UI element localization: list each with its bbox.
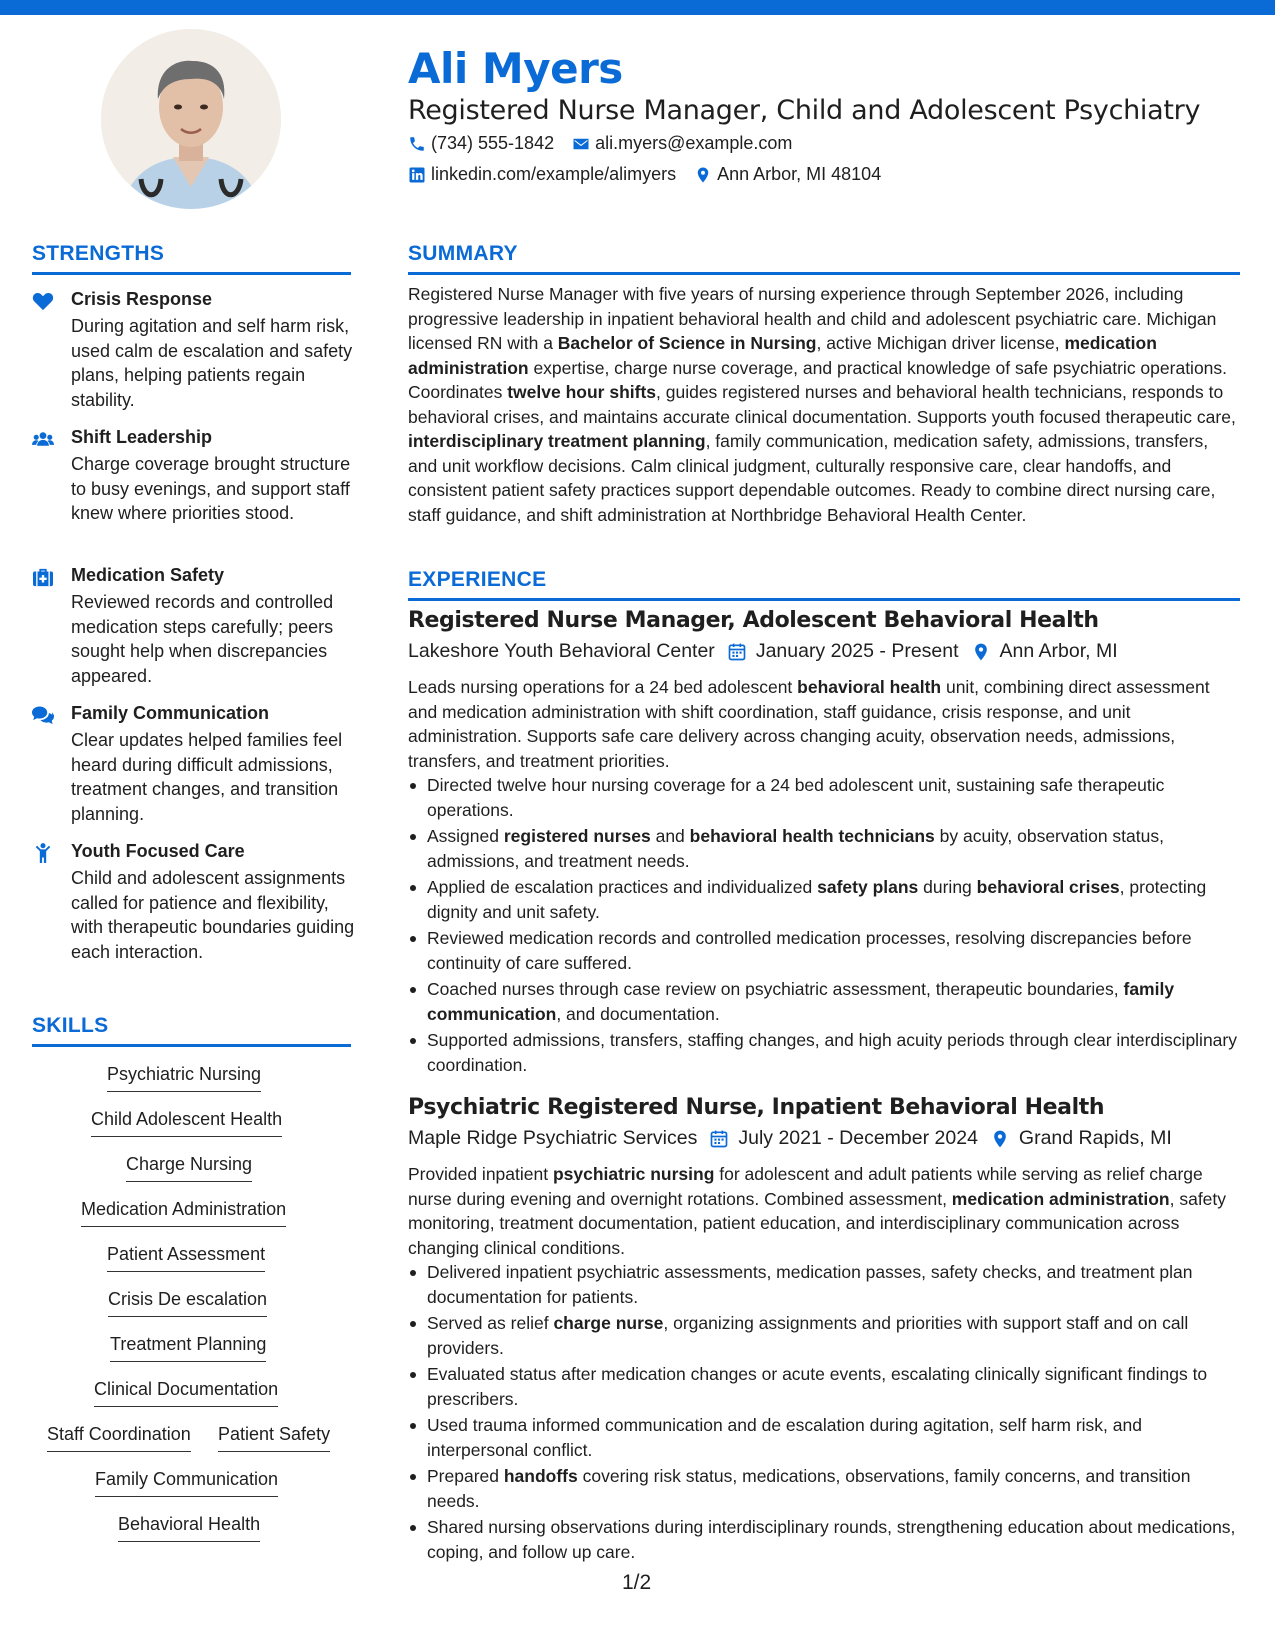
email-contact[interactable]	[572, 133, 792, 154]
text-run: Directed twelve hour nursing coverage for a 24 bed adolescent unit, sustaining safe therapeutic operations.	[427, 775, 1165, 820]
map-pin-icon	[990, 1129, 1010, 1149]
location-text: Ann Arbor, MI 48104	[717, 164, 882, 184]
strengths-rule	[32, 272, 351, 275]
page-indicator: 1/2	[622, 1571, 652, 1594]
linkedin-icon	[408, 166, 426, 184]
text-run: Applied de escalation practices and individualized	[427, 877, 818, 897]
skill-tag: Family Communication	[95, 1469, 278, 1497]
strength-description: Reviewed records and controlled medication steps carefully; peers sought help when discrepancies appeared.	[71, 592, 334, 686]
job-location: Ann Arbor, MI	[999, 640, 1118, 662]
skill-tag: Patient Assessment	[107, 1244, 265, 1272]
text-run: , active Michigan driver license,	[816, 333, 1065, 353]
bold-text: twelve hour shifts	[507, 382, 657, 402]
skills-heading: SKILLS	[32, 1014, 109, 1037]
bullet-item	[408, 1362, 1240, 1411]
text-run: Prepared	[427, 1466, 504, 1486]
experience-heading: EXPERIENCE	[408, 568, 547, 591]
linkedin-contact[interactable]	[408, 164, 676, 185]
strength-item	[32, 289, 362, 409]
text-run: for adolescent and adult patients while serving as relief charge nurse during evening and overnight rotations. Combined assessment,	[408, 1164, 1203, 1209]
chat-bubbles-icon	[32, 705, 54, 725]
skill-tag: Medication Administration	[81, 1199, 286, 1227]
job-dates: January 2025 - Present	[755, 640, 959, 662]
text-run: by acuity, observation status, admissions, and treatment needs.	[427, 826, 1164, 871]
job-meta	[408, 640, 1118, 663]
top-accent-bar	[0, 0, 1275, 15]
map-pin-icon	[971, 642, 991, 662]
bold-text: medication administration	[951, 1188, 1170, 1209]
text-run: Used trauma informed communication and de escalation during agitation, self harm risk, and interpersonal conflict.	[427, 1415, 1142, 1460]
strength-item	[32, 841, 362, 981]
strength-title: Youth Focused Care	[71, 841, 245, 861]
text-run: Leads nursing operations for a 24 bed adolescent	[408, 677, 798, 697]
phone-text: (734) 555-1842	[431, 133, 555, 153]
calendar-icon	[727, 642, 747, 662]
strengths-heading: STRENGTHS	[32, 242, 165, 265]
summary-paragraph	[408, 282, 1240, 527]
text-run: Served as relief	[427, 1313, 554, 1333]
strength-title: Shift Leadership	[71, 427, 213, 447]
bullet-item	[408, 926, 1240, 975]
summary-heading: SUMMARY	[408, 242, 518, 265]
heart-icon	[32, 291, 54, 311]
strength-item	[32, 703, 362, 823]
summary-rule	[408, 272, 1240, 275]
strength-title: Family Communication	[71, 703, 270, 723]
job-location: Grand Rapids, MI	[1018, 1127, 1172, 1149]
linkedin-text: linkedin.com/example/alimyers	[431, 164, 677, 184]
candidate-headline: Registered Nurse Manager, Child and Adolescent Psychiatry	[408, 95, 1201, 126]
bold-text: behavioral health	[797, 677, 942, 697]
text-run: Shared nursing observations during interdisciplinary rounds, strengthening education about medications, coping, and follow up care.	[427, 1517, 1236, 1562]
medkit-icon	[32, 567, 54, 587]
text-run: Coached nurses through case review on psychiatric assessment, therapeutic boundaries,	[427, 979, 1124, 999]
text-run: covering risk status, medications, observations, family concerns, and transition needs.	[427, 1466, 1191, 1511]
strength-description: Child and adolescent assignments called for patience and flexibility, with therapeutic boundaries guiding each interaction.	[71, 868, 355, 962]
bullet-item	[408, 1028, 1240, 1077]
text-run: , protecting dignity and unit safety.	[427, 877, 1207, 922]
bold-text: psychiatric nursing	[552, 1164, 715, 1184]
job-intro	[408, 675, 1240, 773]
candidate-name: Ali Myers	[408, 44, 623, 93]
job-title: Psychiatric Registered Nurse, Inpatient Behavioral Health	[408, 1095, 1105, 1120]
text-run: expertise, charge nurse coverage, and practical knowledge of safe psychiatric operations. Coordinates	[408, 357, 1228, 402]
text-run: , guides registered nurses and behavioral health technicians, responds to behavioral crises, and maintains accurate clinical documentation. Supports youth focused therapeutic care,	[408, 382, 1236, 427]
bullet-item	[408, 824, 1240, 873]
strength-description: During agitation and self harm risk, used calm de escalation and safety plans, helping patients regain stability.	[71, 316, 353, 410]
bold-text: medication administration	[408, 333, 1157, 378]
text-run: Provided inpatient	[408, 1164, 553, 1184]
text-run: Supported admissions, transfers, staffing changes, and high acuity periods through clear interdisciplinary coordination.	[427, 1030, 1237, 1075]
text-run: , organizing assignments and priorities with support staff and on call providers.	[427, 1313, 1189, 1358]
bullet-item	[408, 1515, 1240, 1564]
skill-tag: Treatment Planning	[110, 1334, 266, 1362]
bold-text: safety plans	[817, 877, 919, 897]
text-run: Evaluated status after medication changes or acute events, escalating clinically significant findings to prescribers.	[427, 1364, 1208, 1409]
skill-tag: Crisis De escalation	[108, 1289, 267, 1317]
strength-description: Clear updates helped families feel heard during difficult admissions, treatment changes, and transition planning.	[71, 730, 343, 824]
map-pin-icon	[694, 166, 712, 184]
phone-icon	[408, 135, 426, 153]
skill-tag: Patient Safety	[218, 1424, 330, 1452]
contact-row-2	[408, 164, 881, 185]
job-company: Maple Ridge Psychiatric Services	[408, 1127, 698, 1149]
bold-text: registered nurses	[503, 826, 651, 846]
strength-title: Medication Safety	[71, 565, 225, 585]
bold-text: charge nurse	[553, 1313, 664, 1333]
job-meta	[408, 1127, 1172, 1150]
strength-title: Crisis Response	[71, 289, 213, 309]
users-icon	[32, 429, 54, 449]
text-run: Reviewed medication records and controlled medication processes, resolving discrepancies before continuity of care suffered.	[427, 928, 1192, 973]
skill-tag: Behavioral Health	[118, 1514, 260, 1542]
bullet-item	[408, 977, 1240, 1026]
job-dates: July 2021 - December 2024	[738, 1127, 978, 1149]
job-bullets	[408, 1260, 1240, 1566]
phone-contact[interactable]	[408, 133, 554, 154]
calendar-icon	[709, 1129, 729, 1149]
job-company: Lakeshore Youth Behavioral Center	[408, 640, 715, 662]
skill-tag: Psychiatric Nursing	[107, 1064, 261, 1092]
skill-tag: Staff Coordination	[47, 1424, 191, 1452]
skill-tag: Child Adolescent Health	[91, 1109, 282, 1137]
text-run: , family communication, medication safety, admissions, transfers, and unit workflow decisions. Calm clinical judgment, culturally responsive care, clear handoffs, and consistent patient safety practices support dependable outcomes. Ready to combine direct nursing care, staff guidance, and shift administration at Northbridge Behavioral Health Center.	[408, 431, 1216, 525]
text-run: , and documentation.	[556, 1003, 720, 1024]
skill-tag: Charge Nursing	[126, 1154, 252, 1182]
bold-text: interdisciplinary treatment planning	[408, 431, 706, 451]
text-run: Delivered inpatient psychiatric assessments, medication passes, safety checks, and treatment plan documentation for patients.	[427, 1262, 1193, 1307]
text-run: unit, combining direct assessment and medication administration with shift coordination, staff guidance, crisis response, and unit administration. Supports safe care delivery across changing acuity, observation needs, admissions, transfers, and treatment priorities.	[408, 677, 1210, 771]
strength-item	[32, 565, 362, 685]
location-contact	[694, 164, 881, 185]
bullet-item	[408, 1413, 1240, 1462]
bold-text: handoffs	[503, 1466, 578, 1486]
bold-text: behavioral crises	[976, 877, 1120, 897]
bold-text: behavioral health technicians	[689, 826, 935, 846]
bullet-item	[408, 1260, 1240, 1309]
job-intro	[408, 1162, 1240, 1260]
bullet-item	[408, 773, 1240, 822]
bold-text: family communication	[427, 979, 1175, 1024]
child-icon	[32, 843, 54, 863]
text-run: , safety monitoring, treatment documentation, patient education, and interdisciplinary communication across changing clinical conditions.	[408, 1188, 1227, 1258]
profile-photo	[101, 29, 281, 209]
job-bullets	[408, 773, 1240, 1079]
bold-text: Bachelor of Science in Nursing	[557, 333, 817, 353]
text-run: Assigned	[427, 826, 504, 846]
skill-tag: Clinical Documentation	[94, 1379, 278, 1407]
strength-item	[32, 427, 362, 547]
email-text: ali.myers@example.com	[595, 133, 793, 153]
bullet-item	[408, 875, 1240, 924]
experience-rule	[408, 598, 1240, 601]
text-run: during	[918, 877, 977, 897]
contact-row-1	[408, 133, 792, 154]
skills-rule	[32, 1044, 351, 1047]
bullet-item	[408, 1311, 1240, 1360]
text-run: Registered Nurse Manager with five years of nursing experience through September 2026, including progressive leadership in inpatient behavioral health and child and adolescent psychiatric care. Michigan licensed RN with a	[408, 284, 1217, 353]
text-run: and	[650, 826, 690, 846]
bullet-item	[408, 1464, 1240, 1513]
job-title: Registered Nurse Manager, Adolescent Behavioral Health	[408, 608, 1099, 633]
strength-description: Charge coverage brought structure to busy evenings, and support staff knew where priorities stood.	[71, 454, 351, 523]
envelope-icon	[572, 135, 590, 153]
